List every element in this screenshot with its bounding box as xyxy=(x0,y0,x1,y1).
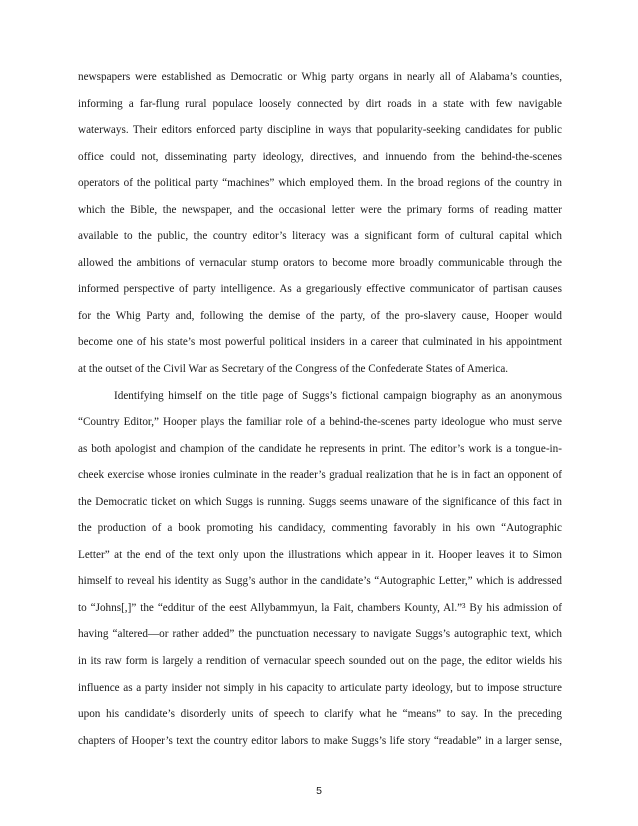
text-line: allowed the ambitions of vernacular stump orators to become more broadly communicable through the xyxy=(78,256,562,269)
text-line: become one of his state’s most powerful political insiders in a career that culminated in his appointment xyxy=(78,336,562,349)
text-line: the production of a book promoting his candidacy, commenting favorably in his own “Autographic xyxy=(78,522,562,535)
text-line: informing a far-flung rural populace loosely connected by dirt roads in a state with few navigable xyxy=(78,97,562,110)
text-line: himself to reveal his identity as Sugg’s author in the candidate’s “Autographic Letter,” which is addressed xyxy=(78,575,562,588)
text-line: which the Bible, the newspaper, and the occasional letter were the primary forms of reading matter xyxy=(78,203,562,216)
text-line: having “altered—or rather added” the punctuation necessary to navigate Suggs’s autographic text, which xyxy=(78,628,562,641)
text-line: cheek exercise whose ironies culminate in the reader’s gradual realization that he is in fact an opponent of xyxy=(78,469,562,482)
text-line: office could not, disseminating party ideology, directives, and innuendo from the behind-the-scenes xyxy=(78,150,562,163)
text-line: chapters of Hooper’s text the country editor labors to make Suggs’s life story “readable” in a larger sense, xyxy=(78,734,562,747)
text-line: as both apologist and champion of the candidate he represents in print. The editor’s work is a tongue-in- xyxy=(78,442,562,455)
text-line: Letter” at the end of the text only upon the illustrations which appear in it. Hooper leaves it to Simon xyxy=(78,548,562,561)
text-line: to “Johns[,]” the “edditur of the eest Allybammyun, la Fait, chambers Kounty, Al.”³ By his admission of xyxy=(78,601,562,614)
text-line: Identifying himself on the title page of Suggs’s fictional campaign biography as an anonymous xyxy=(114,389,562,402)
text-line: available to the public, the country editor’s literacy was a significant form of cultural capital which xyxy=(78,230,562,243)
text-line: waterways. Their editors enforced party discipline in ways that popularity-seeking candidates for public xyxy=(78,124,562,137)
text-line: “Country Editor,” Hooper plays the familiar role of a behind-the-scenes party ideologue who must serve xyxy=(78,416,562,429)
text-line: operators of the political party “machines” which employed them. In the broad regions of the country in xyxy=(78,177,562,190)
text-line: for the Whig Party and, following the demise of the party, of the pro-slavery cause, Hooper would xyxy=(78,309,562,322)
page-number: 5 xyxy=(316,785,322,797)
text-line: in its raw form is largely a rendition of vernacular speech sounded out on the page, the editor wields his xyxy=(78,655,562,668)
text-line: the Democratic ticket on which Suggs is running. Suggs seems unaware of the significance of this fact in xyxy=(78,495,562,508)
text-line: upon his candidate’s disorderly units of speech to clarify what he “means” to say. In the preceding xyxy=(78,708,562,721)
text-line: at the outset of the Civil War as Secretary of the Congress of the Confederate States of America. xyxy=(78,363,509,376)
text-line: informed perspective of party intelligence. As a gregariously effective communicator of partisan causes xyxy=(78,283,562,296)
text-line: influence as a party insider not simply in his capacity to articulate party ideology, but to impose structure xyxy=(78,681,562,694)
text-line: newspapers were established as Democratic or Whig party organs in nearly all of Alabama’s counties, xyxy=(78,71,562,83)
body-text xyxy=(78,64,562,754)
